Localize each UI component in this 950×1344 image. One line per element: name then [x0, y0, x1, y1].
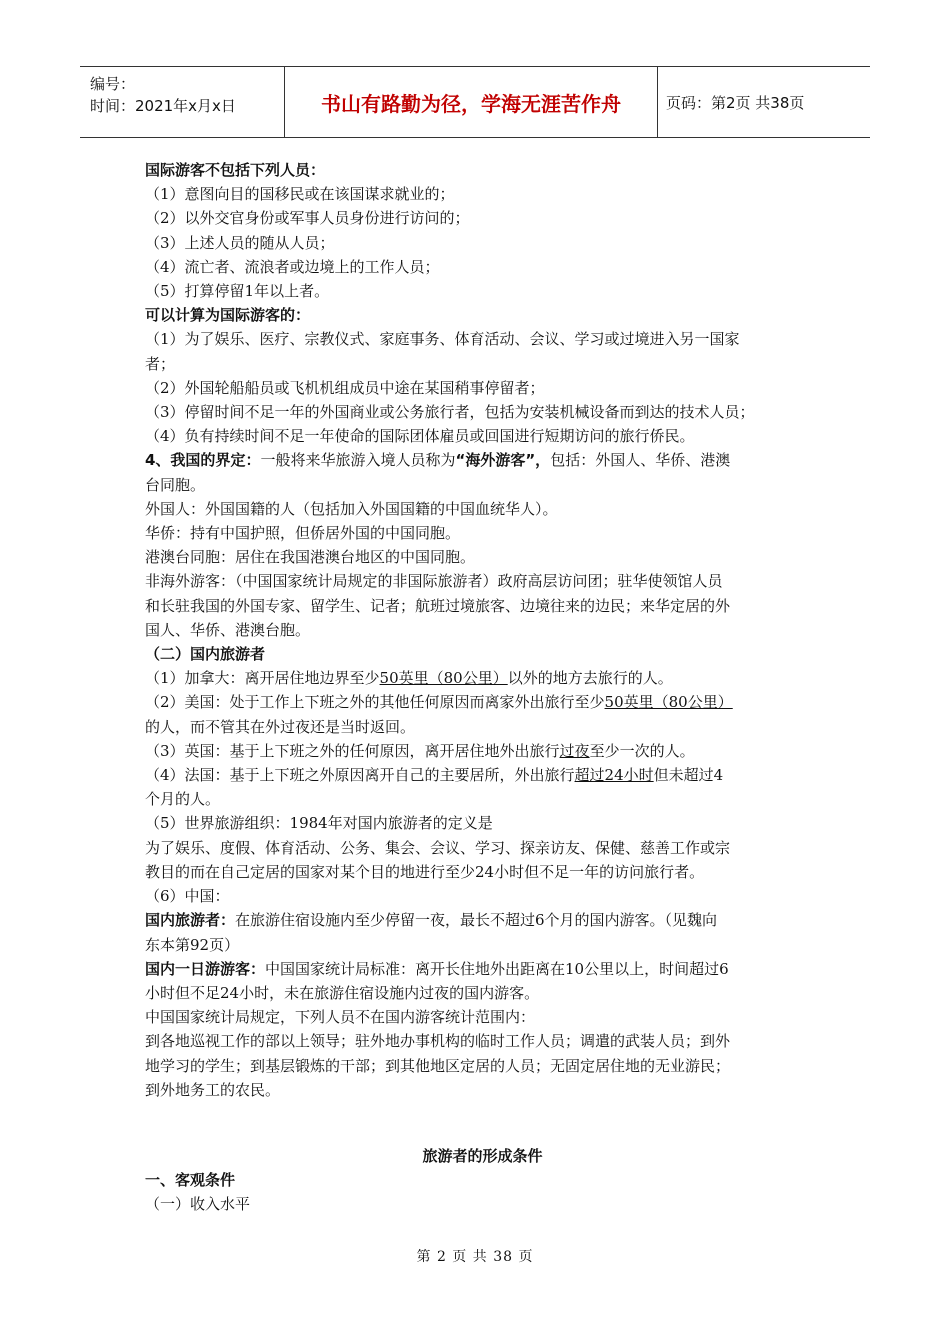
header-motto: 书山有路勤为径，学海无涯苦作舟	[285, 67, 658, 137]
text-line: 小时但不足24小时，未在旅游住宿设施内过夜的国内游客。	[145, 983, 540, 1002]
text-span: 以外的地方去旅行的人。	[507, 669, 673, 688]
text-span: （1）加拿大：离开居住地边界至少	[145, 669, 380, 688]
text-line: 教目的而在自己定居的国家对某个目的地进行至少24小时但不足一年的访问旅行者。	[145, 862, 705, 881]
heading-domestic: （二）国内旅游者	[145, 645, 266, 664]
text-span: 在旅游住宿设施内至少停留一夜，最长不超过6个月的国内游客。（见魏向	[235, 911, 718, 930]
header-page-info: 页码：第2页 共38页	[666, 93, 805, 112]
text-line: 到外地务工的农民。	[145, 1080, 281, 1099]
section-title: 旅游者的形成条件	[422, 1146, 543, 1165]
text-line	[145, 908, 820, 932]
text-line: 国人、华侨、港澳台胞。	[145, 620, 311, 639]
text-line: （5）世界旅游组织：1984年对国内旅游者的定义是	[145, 814, 493, 833]
text-line	[145, 957, 820, 981]
text-line: 者；	[145, 354, 176, 373]
text-line: 东本第92页）	[145, 935, 240, 954]
text-line: 外国人：外国国籍的人（包括加入外国国籍的中国血统华人）。	[145, 499, 558, 518]
spacer	[145, 1102, 820, 1144]
text-line: 港澳台同胞：居住在我国港澳台地区的中国同胞。	[145, 548, 476, 567]
text-span: （4）法国：基于上下班之外原因离开自己的主要居所，外出旅行	[145, 766, 575, 785]
text-line: 的人，而不管其在外过夜还是当时返回。	[145, 717, 416, 736]
header-meta	[80, 67, 285, 137]
text-line: （4）流亡者、流浪者或边境上的工作人员；	[145, 257, 440, 276]
text-line: （4）负有持续时间不足一年使命的国际团体雇员或回国进行短期访问的旅行侨民。	[145, 427, 695, 446]
subheading-objective: 一、客观条件	[145, 1171, 236, 1190]
bold-term: 国内旅游者：	[145, 911, 236, 930]
text-line: 为了娱乐、度假、体育活动、公务、集会、会议、学习、探亲访友、保健、慈善工作或宗	[145, 838, 731, 857]
text-line	[145, 690, 820, 714]
text-line: 个月的人。	[145, 790, 221, 809]
text-span: （3）英国：基于上下班之外的任何原因，离开居住地外出旅行	[145, 741, 560, 760]
page-footer: 第 2 页 共 38 页	[416, 1249, 534, 1265]
text-line: 地学习的学生；到基层锻炼的干部；到其他地区定居的人员；无固定居住地的无业游民；	[145, 1056, 731, 1075]
text-line	[145, 763, 820, 787]
text-line: （1）为了娱乐、医疗、宗教仪式、家庭事务、体育活动、会议、学习或过境进入另一国家	[145, 330, 740, 349]
bold-term: 国内一日游游客：	[145, 959, 266, 978]
text-span: 包括：外国人、华侨、港澳	[550, 451, 731, 470]
text-span: 一般将来华旅游入境人员称为	[260, 451, 456, 470]
header-number: 编号：	[90, 75, 136, 93]
text-span: （2）美国：处于工作上下班之外的其他任何原因而离家外出旅行至少	[145, 693, 605, 712]
text-line: （2）以外交官身份或军事人员身份进行访问的；	[145, 209, 470, 228]
document-body	[145, 158, 820, 1217]
text-line: （2）外国轮船船员或飞机机组成员中途在某国稍事停留者；	[145, 378, 545, 397]
text-line: （6）中国：	[145, 887, 230, 906]
text-line: 台同胞。	[145, 475, 206, 494]
underlined-term: 50英里（80公里）	[604, 693, 733, 712]
text-span: 至少一次的人。	[589, 741, 695, 760]
text-line	[145, 666, 820, 690]
header-time: 时间：2021年x月x日	[90, 97, 236, 115]
bold-term: “海外游客”，	[455, 451, 551, 470]
text-span: 但未超过4	[653, 766, 724, 785]
text-line: （一）收入水平	[145, 1195, 251, 1214]
text-line: 中国国家统计局规定，下列人员不在国内游客统计范围内：	[145, 1008, 536, 1027]
text-span: 中国国家统计局标准：离开长住地外出距离在10公里以上，时间超过6	[265, 959, 729, 978]
underlined-term: 超过24小时	[574, 766, 654, 785]
text-line: （3）停留时间不足一年的外国商业或公务旅行者，包括为安装机械设备而到达的技术人员；	[145, 403, 755, 422]
text-line	[145, 448, 820, 472]
text-line: 非海外游客：（中国国家统计局规定的非国际旅游者）政府高层访问团；驻华使领馆人员	[145, 572, 723, 591]
underlined-term: 过夜	[559, 741, 590, 760]
bold-term: 4、我国的界定：	[145, 451, 261, 470]
text-line	[145, 739, 820, 763]
page-header	[80, 66, 870, 138]
text-line: （3）上述人员的随从人员；	[145, 233, 335, 252]
text-line: 和长驻我国的外国专家、留学生、记者；航班过境旅客、边境往来的边民；来华定居的外	[145, 596, 731, 615]
text-line: 华侨：持有中国护照，但侨居外国的中国同胞。	[145, 524, 461, 543]
text-line: （1）意图向目的国移民或在该国谋求就业的；	[145, 185, 455, 204]
heading-excluded: 国际游客不包括下列人员：	[145, 161, 326, 179]
text-line: 到各地巡视工作的部以上领导；驻外地办事机构的临时工作人员；调遣的武装人员；到外	[145, 1032, 731, 1051]
underlined-term: 50英里（80公里）	[379, 669, 508, 688]
text-line: （5）打算停留1年以上者。	[145, 282, 330, 301]
heading-included: 可以计算为国际游客的：	[145, 306, 311, 325]
